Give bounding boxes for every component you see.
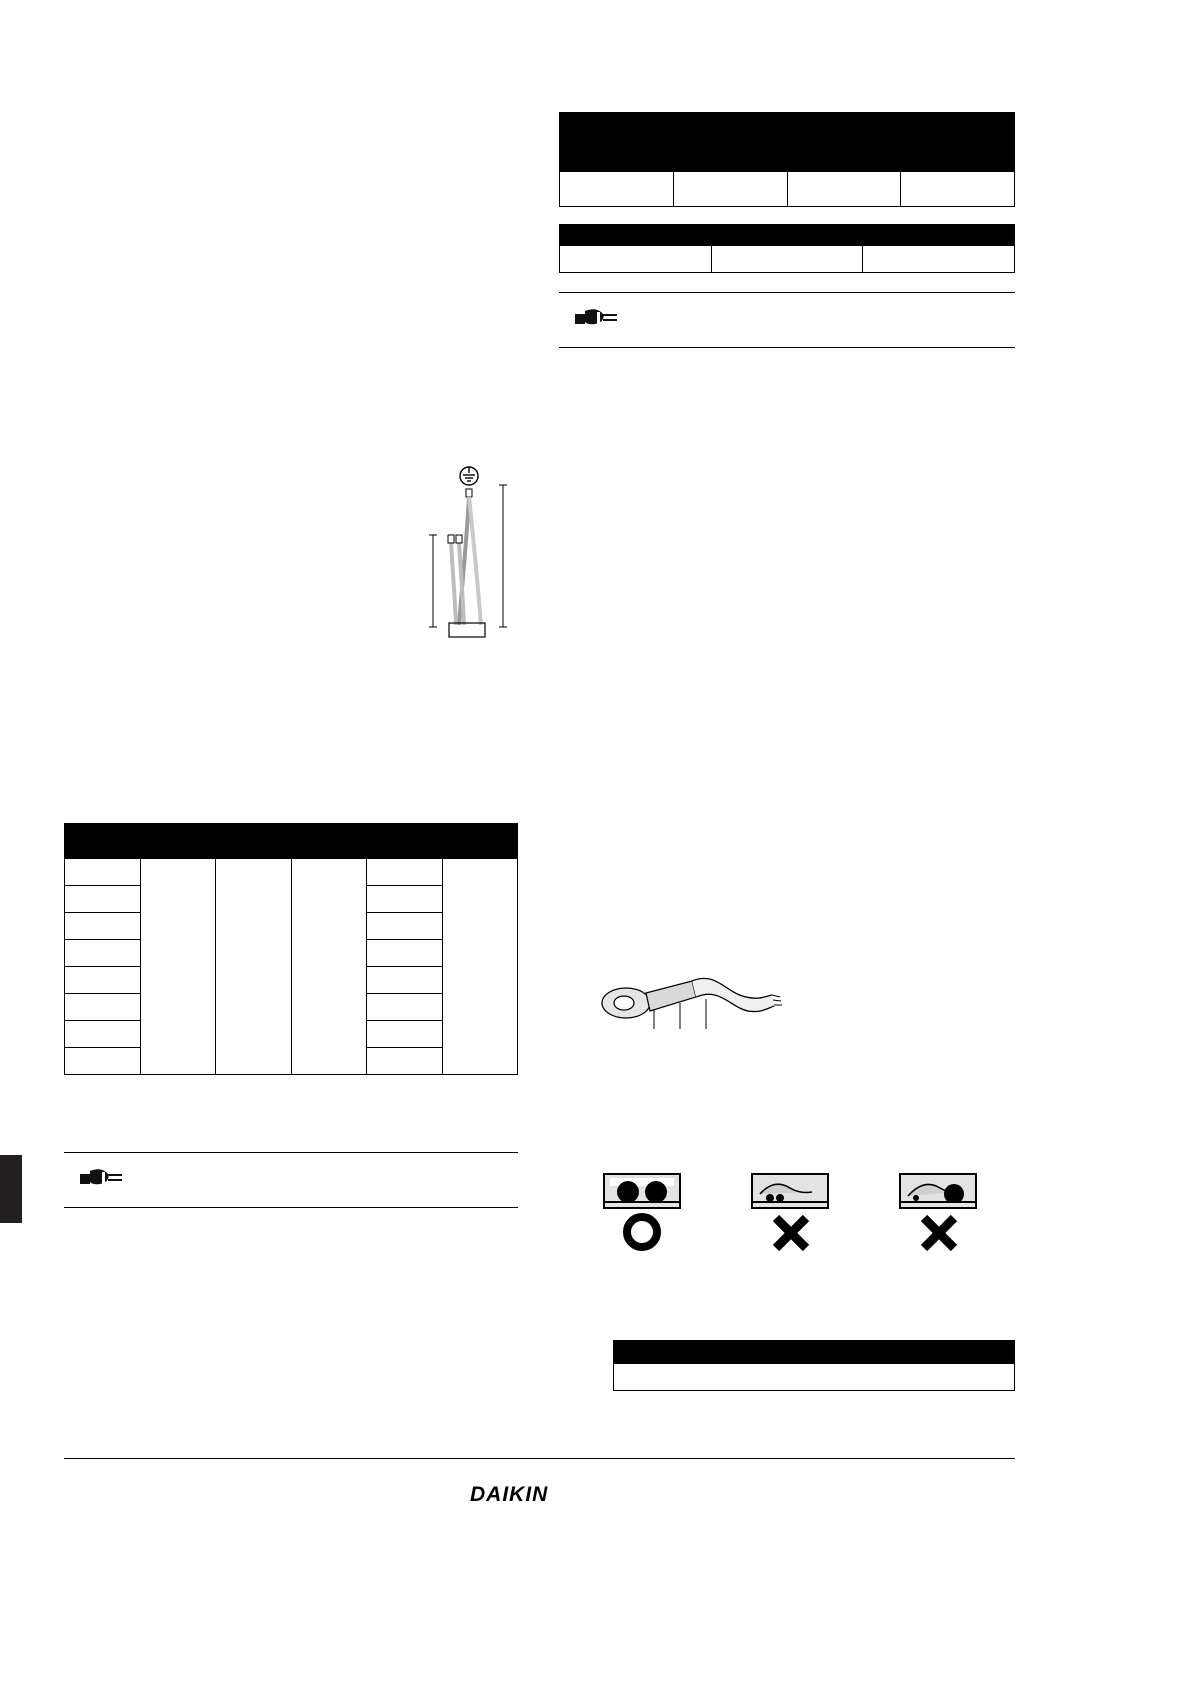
table-row xyxy=(614,1364,1015,1391)
table-cell xyxy=(65,994,141,1021)
table-row xyxy=(65,859,518,886)
table-row xyxy=(560,172,1015,207)
earth-ground-icon xyxy=(460,467,478,485)
table-cell xyxy=(787,172,901,207)
table-cell xyxy=(560,246,712,273)
table-right-top-2 xyxy=(559,224,1015,273)
note-bottom-rule xyxy=(559,347,1015,348)
table-header-cell xyxy=(65,824,518,859)
terminal-incorrect-example-2 xyxy=(892,1168,988,1254)
table-header-cell xyxy=(863,225,1015,246)
table-cell xyxy=(367,1021,443,1048)
table-cell xyxy=(216,859,292,1075)
footer-rule xyxy=(64,1458,1015,1459)
note-bottom-rule xyxy=(64,1207,518,1208)
pointing-hand-icon xyxy=(573,306,619,332)
circle-ok-mark xyxy=(627,1217,657,1247)
table-right-top-1 xyxy=(559,112,1015,207)
note-right xyxy=(559,292,1015,348)
table-cell xyxy=(140,859,216,1075)
table-cell xyxy=(367,886,443,913)
table-header-row xyxy=(65,824,518,859)
table-cell xyxy=(367,967,443,994)
table-left-main xyxy=(64,823,518,1075)
table-cell xyxy=(673,172,787,207)
table-cell xyxy=(367,1048,443,1075)
table-cell xyxy=(65,859,141,886)
table-cell xyxy=(901,172,1015,207)
terminal-incorrect-example-1 xyxy=(744,1168,840,1254)
table-cell xyxy=(65,1021,141,1048)
page-margin-tab xyxy=(0,1155,22,1223)
table-cell xyxy=(711,246,863,273)
table-header-row xyxy=(614,1341,1015,1364)
cross-forbidden-mark xyxy=(776,1218,806,1248)
table-header-row xyxy=(560,113,1015,172)
table-row xyxy=(560,246,1015,273)
terminal-correct-example xyxy=(596,1168,692,1254)
table-header-row xyxy=(560,225,1015,246)
table-cell xyxy=(291,859,367,1075)
table-cell xyxy=(367,859,443,886)
table-cell xyxy=(863,246,1015,273)
note-top-rule xyxy=(559,292,1015,293)
table-cell xyxy=(65,940,141,967)
table-cell xyxy=(65,967,141,994)
note-left xyxy=(64,1152,518,1208)
pointing-hand-icon xyxy=(78,1166,124,1192)
table-header-cell xyxy=(901,113,1015,172)
table-cell xyxy=(367,940,443,967)
table-cell xyxy=(560,172,674,207)
table-cell xyxy=(442,859,518,1075)
table-header-cell xyxy=(614,1341,1015,1364)
table-cell xyxy=(367,913,443,940)
table-cell xyxy=(65,913,141,940)
table-bottom-right xyxy=(613,1340,1015,1391)
table-cell xyxy=(367,994,443,1021)
note-top-rule xyxy=(64,1152,518,1153)
wire-stripping-diagram xyxy=(415,465,525,640)
daikin-logo: DAIKIN xyxy=(470,1483,549,1506)
table-header-cell xyxy=(560,113,901,172)
table-cell xyxy=(614,1364,1015,1391)
table-cell xyxy=(65,886,141,913)
table-cell xyxy=(65,1048,141,1075)
crimp-lug-diagram xyxy=(596,955,786,1035)
cross-forbidden-mark xyxy=(924,1218,954,1248)
table-header-cell xyxy=(560,225,863,246)
